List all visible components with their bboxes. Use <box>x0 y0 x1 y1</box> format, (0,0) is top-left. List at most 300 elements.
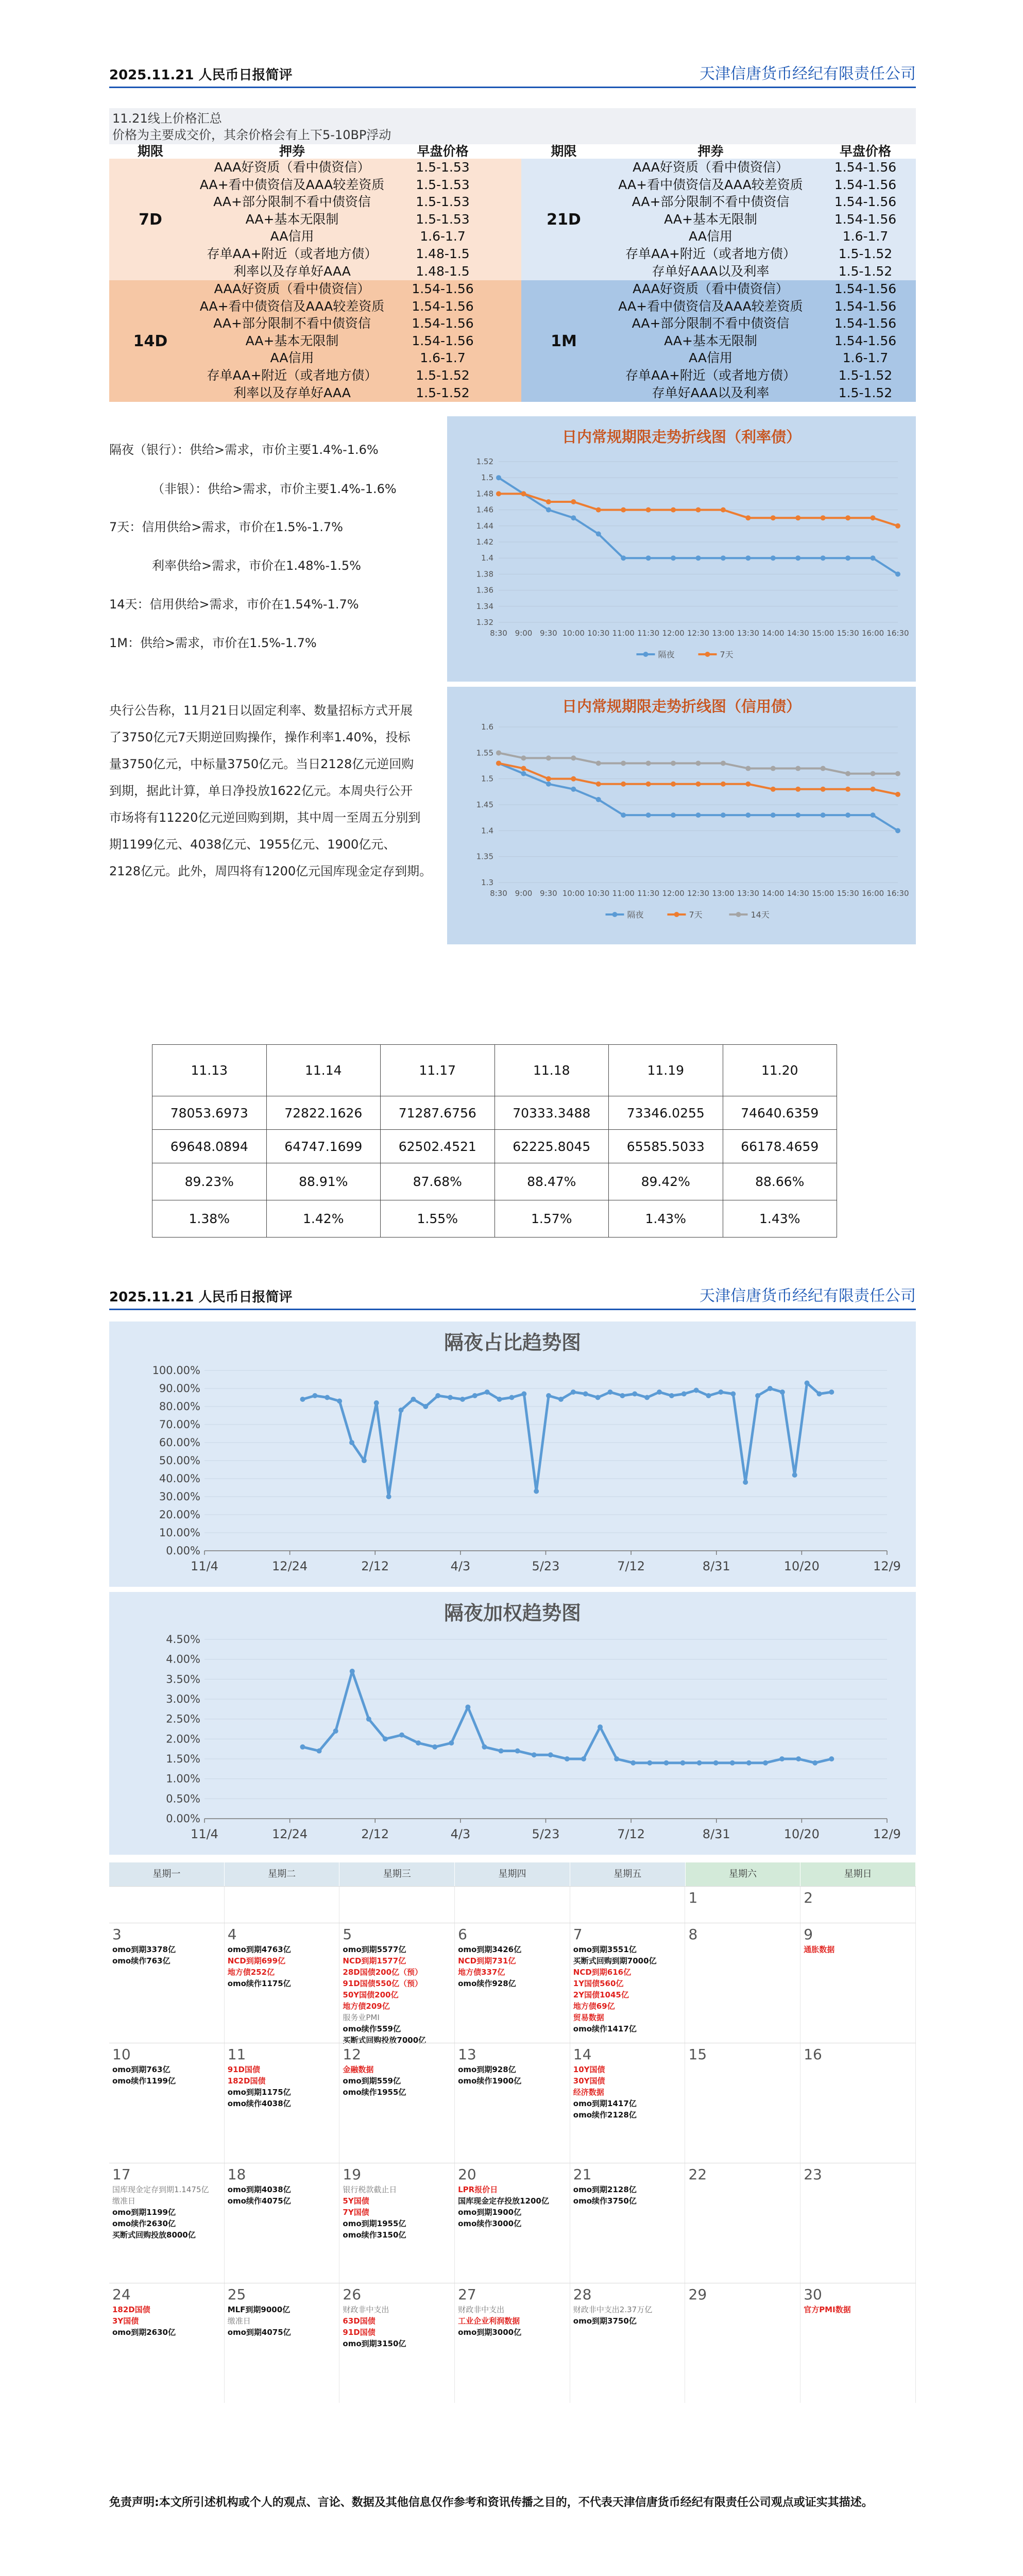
calendar-event: 缴准日 <box>227 2316 251 2326</box>
calendar-week <box>109 1886 916 1923</box>
weekday-label: 星期二 <box>225 1862 340 1886</box>
data-point <box>596 797 601 802</box>
y-tick-label: 1.38 <box>476 569 493 579</box>
x-tick-label: 16:00 <box>861 889 884 898</box>
collateral-label: AA信用 <box>689 229 732 244</box>
data-point <box>821 766 826 771</box>
price-value: 1.48-1.5 <box>416 246 470 261</box>
company-name: 天津信唐货币经纪有限责任公司 <box>700 1287 916 1305</box>
data-point <box>745 812 751 818</box>
y-tick-label: 1.34 <box>476 601 493 611</box>
x-tick-label: 2/12 <box>361 1827 389 1841</box>
data-point <box>845 787 850 792</box>
calendar-event: 182D国债 <box>227 2076 266 2086</box>
table-cell: 1.43% <box>723 1200 837 1238</box>
data-point <box>730 1760 735 1766</box>
price-value: 1.54-1.56 <box>834 177 897 192</box>
note-7d-credit: 7天：信用供给>需求，市价在1.5%-1.7% <box>109 520 343 534</box>
collateral-label: AA信用 <box>270 350 314 366</box>
calendar-day <box>339 1887 455 1923</box>
overnight-ratio-plot <box>109 1321 916 1587</box>
x-tick-label: 13:30 <box>737 629 759 638</box>
data-point <box>583 1392 588 1397</box>
table-cell: 66178.4659 <box>723 1130 837 1163</box>
y-tick-label: 50.00% <box>159 1454 200 1467</box>
data-point <box>621 782 626 787</box>
y-tick-label: 1.5 <box>481 473 493 483</box>
calendar-event: 30Y国债 <box>573 2076 605 2086</box>
calendar-event: omo到期3000亿 <box>458 2328 522 2337</box>
data-point <box>596 507 601 513</box>
price-row <box>109 367 521 384</box>
collateral-label: 存单AA+附近（或者地方债） <box>625 368 796 383</box>
data-point <box>607 1389 612 1395</box>
calendar-event: omo到期1900亿 <box>458 2208 522 2217</box>
table-header-cell: 早盘价格 <box>839 144 891 159</box>
data-point <box>671 782 676 787</box>
y-tick-label: 1.48 <box>476 489 493 499</box>
period-label: 21D <box>547 210 581 229</box>
calendar-event: omo续作2128亿 <box>573 2110 637 2120</box>
y-tick-label: 80.00% <box>159 1400 200 1413</box>
calendar-event: omo续作1417亿 <box>573 2024 637 2033</box>
x-tick-label: 9:00 <box>515 889 533 898</box>
note-overnight-bank: 隔夜（银行）：供给>需求，市价主要1.4%-1.6% <box>109 443 379 457</box>
calendar-event: omo到期763亿 <box>112 2065 170 2074</box>
x-tick-label: 8/31 <box>702 1827 730 1841</box>
calendar-event: omo到期3150亿 <box>343 2339 406 2348</box>
y-tick-label: 2.50% <box>166 1713 200 1725</box>
data-point <box>721 760 726 766</box>
day-number: 17 <box>112 2166 131 2183</box>
data-point <box>546 499 551 504</box>
data-point <box>730 1392 736 1397</box>
data-point <box>509 1395 514 1400</box>
data-point <box>485 1389 490 1395</box>
y-tick-label: 1.00% <box>166 1772 200 1785</box>
calendar-event: 91D国债 <box>227 2065 261 2074</box>
data-point <box>792 1472 797 1478</box>
x-tick-label: 12/9 <box>873 1559 901 1573</box>
calendar-event: 服务业PMI <box>343 2013 380 2022</box>
table-cell: 73346.0255 <box>609 1096 723 1130</box>
day-number: 8 <box>688 1926 698 1943</box>
data-point <box>871 515 876 520</box>
data-point <box>713 1760 719 1766</box>
table-cell: 1.55% <box>381 1200 495 1238</box>
collateral-label: AA+部分限制不看中债资信 <box>632 194 790 210</box>
x-tick-label: 12:30 <box>687 629 710 638</box>
day-number: 24 <box>112 2286 131 2303</box>
x-tick-label: 14:30 <box>787 889 809 898</box>
calendar-event: omo到期3426亿 <box>458 1945 522 1954</box>
data-point <box>721 507 726 513</box>
calendar-event: omo到期928亿 <box>458 2065 516 2074</box>
table-cell: 62502.4521 <box>381 1130 495 1163</box>
data-point <box>621 760 626 766</box>
calendar-day <box>109 2283 225 2403</box>
note-7d-rate: 利率供给>需求，市价在1.48%-1.5% <box>152 558 361 573</box>
calendar-day <box>570 2283 686 2403</box>
day-number: 9 <box>804 1926 813 1943</box>
x-tick-label: 15:30 <box>837 629 859 638</box>
x-tick-label: 4/3 <box>450 1827 471 1841</box>
data-point <box>595 1395 601 1400</box>
calendar-day <box>225 1923 340 2043</box>
calendar-day <box>339 2163 455 2283</box>
data-point <box>696 555 701 561</box>
calendar-day <box>686 2283 801 2403</box>
calendar-day <box>455 1887 570 1923</box>
y-tick-label: 1.50% <box>166 1753 200 1765</box>
price-value: 1.5-1.52 <box>838 368 893 383</box>
data-point <box>423 1404 428 1409</box>
calendar-day <box>225 2163 340 2283</box>
collateral-label: AA+基本无限制 <box>664 333 757 348</box>
y-tick-label: 3.00% <box>166 1693 200 1705</box>
weekday-label: 星期六 <box>686 1862 801 1886</box>
calendar-event: omo续作1175亿 <box>227 1979 291 1988</box>
data-point <box>632 1392 637 1397</box>
period-label: 14D <box>133 332 168 350</box>
day-number: 6 <box>458 1926 467 1943</box>
day-number: 28 <box>573 2286 592 2303</box>
price-value: 1.54-1.56 <box>412 281 474 296</box>
price-value: 1.5-1.53 <box>416 211 470 227</box>
data-point <box>621 555 626 561</box>
calendar-event: omo到期1417亿 <box>573 2099 637 2108</box>
data-point <box>746 1760 752 1766</box>
data-point <box>621 507 626 513</box>
calendar-event: 地方债209亿 <box>343 2002 390 2011</box>
data-point <box>460 1397 465 1402</box>
legend-marker <box>736 912 741 917</box>
legend-label: 7天 <box>689 910 703 920</box>
calendar-event: NCD到期616亿 <box>573 1968 632 1977</box>
y-tick-label: 1.46 <box>476 505 493 515</box>
data-point <box>721 782 726 787</box>
price-value: 1.54-1.56 <box>412 298 474 314</box>
data-point <box>546 782 551 787</box>
calendar-event: MLF到期9000亿 <box>227 2305 291 2314</box>
y-tick-label: 1.45 <box>476 800 493 809</box>
price-row <box>521 193 916 210</box>
day-number: 7 <box>573 1926 583 1943</box>
legend-label: 隔夜 <box>658 650 675 659</box>
period-label: 7D <box>139 210 162 229</box>
data-point <box>317 1749 322 1754</box>
collateral-label: AA+基本无限制 <box>245 211 339 227</box>
collateral-label: AA+基本无限制 <box>664 211 757 227</box>
calendar-event: 买断式回购到期7000亿 <box>573 1956 657 1965</box>
data-point <box>795 812 800 818</box>
day-number: 30 <box>804 2286 822 2303</box>
data-point <box>325 1395 330 1400</box>
day-number: 1 <box>688 1889 698 1906</box>
data-point <box>496 750 501 755</box>
para-line: 市场将有11220亿元逆回购到期，其中周一至周五分别到 <box>109 810 421 825</box>
data-point <box>620 1393 625 1398</box>
series-line <box>302 1383 831 1497</box>
price-value: 1.54-1.56 <box>412 333 474 348</box>
x-tick-label: 12/24 <box>272 1827 308 1841</box>
data-point <box>558 1397 564 1402</box>
collateral-label: 存单好AAA以及利率 <box>652 385 770 400</box>
price-value: 1.6-1.7 <box>420 229 466 244</box>
calendar-day <box>686 2163 801 2283</box>
day-number: 23 <box>804 2166 822 2183</box>
collateral-label: AAA好资质（看中债资信） <box>214 160 370 175</box>
chart-title: 日内常规期限走势折线图（利率债） <box>561 428 801 446</box>
y-tick-label: 0.00% <box>166 1545 200 1557</box>
x-tick-label: 14:30 <box>787 629 809 638</box>
data-point <box>696 760 701 766</box>
data-point <box>386 1494 391 1499</box>
calendar-event: omo续作4038亿 <box>227 2099 291 2108</box>
data-point <box>546 507 551 513</box>
y-tick-label: 1.3 <box>481 878 493 887</box>
calendar-event: 2Y国债1045亿 <box>573 1990 629 1999</box>
data-point <box>895 828 900 833</box>
report-date: 2025.11.21 人民币日报简评 <box>109 1290 293 1305</box>
day-number: 14 <box>573 2046 592 2063</box>
data-point <box>796 1756 801 1761</box>
data-point <box>571 515 576 520</box>
day-number: 22 <box>688 2166 707 2183</box>
table-cell: 88.47% <box>495 1163 609 1200</box>
weekly-data-table <box>152 1044 837 1238</box>
data-point <box>805 1381 810 1386</box>
price-value: 1.5-1.52 <box>838 263 893 279</box>
table-cell: 72822.1626 <box>266 1096 381 1130</box>
price-value: 1.5-1.52 <box>838 246 893 261</box>
table-row <box>152 1045 837 1096</box>
y-tick-label: 1.5 <box>481 774 493 784</box>
data-point <box>646 760 651 766</box>
day-number: 26 <box>343 2286 362 2303</box>
data-point <box>546 776 551 782</box>
collateral-label: AAA好资质（看中债资信） <box>214 281 370 296</box>
data-point <box>435 1393 440 1398</box>
y-tick-label: 1.35 <box>476 852 493 861</box>
legend-label: 7天 <box>720 650 734 659</box>
calendar-event: 1Y国债560亿 <box>573 1979 624 1988</box>
calendar-event: 买断式回购投放8000亿 <box>112 2230 196 2240</box>
calendar-event: omo到期3551亿 <box>573 1945 637 1954</box>
price-row <box>521 298 916 315</box>
y-tick-label: 1.4 <box>481 826 493 836</box>
data-point <box>499 1749 504 1754</box>
data-point <box>671 812 676 818</box>
calendar-event: omo续作1900亿 <box>458 2076 522 2086</box>
calendar-event: 贸易数据 <box>573 2013 604 2022</box>
table-cell: 11.18 <box>495 1045 609 1096</box>
day-number: 18 <box>227 2166 246 2183</box>
data-point <box>771 766 776 771</box>
period-label: 1M <box>551 332 577 350</box>
table-cell: 1.42% <box>266 1200 381 1238</box>
day-number: 11 <box>227 2046 246 2063</box>
data-point <box>532 1752 537 1757</box>
calendar-event: 91D国债 <box>343 2328 376 2337</box>
data-point <box>871 771 876 776</box>
data-point <box>581 1756 586 1761</box>
collateral-label: AA+基本无限制 <box>245 333 339 348</box>
price-row <box>109 176 521 193</box>
calendar-week <box>109 2043 916 2163</box>
table-cell: 89.23% <box>152 1163 267 1200</box>
price-row <box>521 332 916 349</box>
calendar-event: 国库现金定存到期1.1475亿 <box>112 2185 209 2194</box>
x-tick-label: 11/4 <box>191 1827 218 1841</box>
legend-marker <box>705 652 710 657</box>
calendar-event: NCD到期1577亿 <box>343 1956 406 1965</box>
table-header-cell: 押券 <box>697 144 724 159</box>
legend-label: 14天 <box>751 910 770 920</box>
legend-marker <box>674 912 679 917</box>
table-cell: 11.17 <box>381 1045 495 1096</box>
central-bank-paragraph <box>109 697 439 885</box>
data-point <box>669 1393 674 1398</box>
calendar-event: LPR报价日 <box>458 2185 498 2194</box>
intraday-rate-plot <box>447 416 916 682</box>
calendar-day <box>570 1887 686 1923</box>
calendar-day <box>225 2043 340 2163</box>
data-point <box>743 1480 748 1485</box>
collateral-label: 利率以及存单好AAA <box>233 263 351 279</box>
data-point <box>621 812 626 818</box>
calendar-day <box>109 2043 225 2163</box>
x-tick-label: 5/23 <box>532 1827 560 1841</box>
y-tick-label: 60.00% <box>159 1436 200 1449</box>
data-point <box>697 1760 702 1766</box>
data-point <box>657 1389 662 1395</box>
data-point <box>829 1756 834 1761</box>
x-tick-label: 15:00 <box>812 629 834 638</box>
data-point <box>812 1760 817 1766</box>
price-row <box>521 159 916 176</box>
x-tick-label: 13:30 <box>737 889 759 898</box>
price-value: 1.5-1.52 <box>416 385 470 400</box>
x-tick-label: 11:30 <box>637 889 660 898</box>
x-tick-label: 9:30 <box>540 629 557 638</box>
price-value: 1.6-1.7 <box>420 350 466 366</box>
table-cell: 71287.6756 <box>381 1096 495 1130</box>
calendar-event: omo续作4075亿 <box>227 2196 291 2206</box>
data-point <box>706 1393 711 1398</box>
price-row <box>109 193 521 210</box>
price-value: 1.5-1.53 <box>416 177 470 192</box>
x-tick-label: 4/3 <box>450 1559 471 1573</box>
data-point <box>448 1395 453 1400</box>
y-tick-label: 90.00% <box>159 1382 200 1395</box>
x-tick-label: 12:00 <box>662 889 685 898</box>
series-line <box>499 763 898 831</box>
legend-label: 隔夜 <box>627 910 644 920</box>
price-intro <box>109 108 916 144</box>
calendar-event: 182D国债 <box>112 2305 150 2314</box>
day-number: 3 <box>112 1926 122 1943</box>
data-point <box>630 1760 636 1766</box>
data-point <box>496 760 501 766</box>
table-cell: 74640.6359 <box>723 1096 837 1130</box>
y-tick-label: 10.00% <box>159 1527 200 1539</box>
price-row <box>109 263 521 280</box>
chart-title: 隔夜加权趋势图 <box>444 1602 581 1624</box>
calendar-event: omo续作3150亿 <box>343 2230 406 2240</box>
event-calendar <box>109 1862 916 2403</box>
collateral-label: AA+看中债资信及AAA较差资质 <box>618 298 803 314</box>
calendar-event: NCD到期699亿 <box>227 1956 286 1965</box>
data-point <box>771 812 776 818</box>
table-cell: 69648.0894 <box>152 1130 267 1163</box>
data-point <box>821 787 826 792</box>
table-header-cell: 期限 <box>551 144 577 159</box>
data-point <box>795 787 800 792</box>
x-tick-label: 12/24 <box>272 1559 308 1573</box>
day-number: 5 <box>343 1926 352 1943</box>
calendar-day <box>686 1887 801 1923</box>
note-overnight-nonbank: （非银）：供给>需求，市价主要1.4%-1.6% <box>152 482 397 496</box>
calendar-event: NCD到期731亿 <box>458 1956 516 1965</box>
data-point <box>349 1440 354 1445</box>
calendar-day <box>225 2283 340 2403</box>
overnight-ratio-chart <box>109 1321 916 1587</box>
calendar-event: 10Y国债 <box>573 2065 605 2074</box>
price-row <box>521 384 916 401</box>
collateral-label: 存单AA+附近（或者地方债） <box>207 368 378 383</box>
table-cell: 89.42% <box>609 1163 723 1200</box>
data-point <box>763 1760 768 1766</box>
x-tick-label: 8:30 <box>490 629 507 638</box>
data-point <box>646 555 651 561</box>
data-point <box>411 1397 416 1402</box>
calendar-event: 财政非中支出 <box>458 2305 505 2314</box>
calendar-event: 工业企业利润数据 <box>458 2316 520 2326</box>
calendar-event: 地方债252亿 <box>227 1968 275 1977</box>
data-point <box>681 1392 687 1397</box>
price-value: 1.6-1.7 <box>842 350 889 366</box>
data-point <box>416 1740 421 1745</box>
y-tick-label: 100.00% <box>152 1364 200 1377</box>
day-number: 16 <box>804 2046 822 2063</box>
data-point <box>696 812 701 818</box>
calendar-event: 缴准日 <box>112 2196 136 2206</box>
data-point <box>680 1760 686 1766</box>
x-tick-label: 13:00 <box>712 889 735 898</box>
price-row <box>521 263 916 280</box>
y-tick-label: 0.50% <box>166 1792 200 1805</box>
note-14d: 14天：信用供给>需求，市价在1.54%-1.7% <box>109 597 359 612</box>
x-tick-label: 8:30 <box>490 889 507 898</box>
data-point <box>646 812 651 818</box>
data-point <box>821 515 826 520</box>
y-tick-label: 1.52 <box>476 457 493 466</box>
calendar-event: 地方债69亿 <box>573 2002 615 2011</box>
data-point <box>333 1728 338 1734</box>
chart-title: 隔夜占比趋势图 <box>444 1331 581 1354</box>
table-header-cell: 早盘价格 <box>417 144 469 159</box>
data-point <box>647 1760 652 1766</box>
x-tick-label: 15:30 <box>837 889 859 898</box>
calendar-event: 财政非中支出 <box>343 2305 389 2314</box>
calendar-event: 3Y国债 <box>112 2316 139 2326</box>
data-point <box>596 531 601 536</box>
day-number: 10 <box>112 2046 131 2063</box>
day-number: 25 <box>227 2286 246 2303</box>
calendar-event: omo到期5577亿 <box>343 1945 406 1954</box>
note-1m: 1M：供给>需求，市价在1.5%-1.7% <box>109 636 317 650</box>
